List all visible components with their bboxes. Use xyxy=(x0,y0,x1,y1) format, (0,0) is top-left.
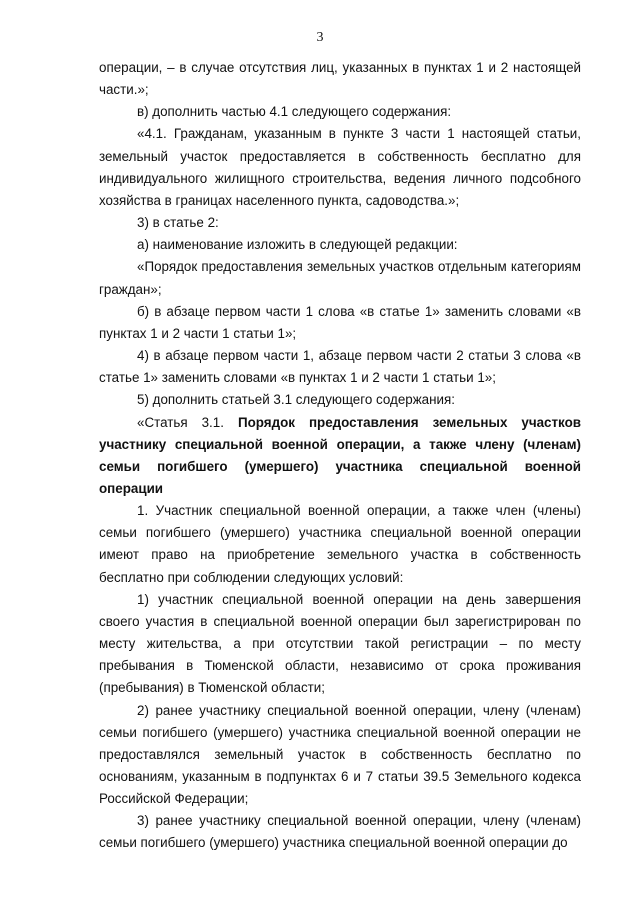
paragraph: б) в абзаце первом части 1 слова «в статье 1» заменить словами «в пунктах 1 и 2 части 1 статьи 1»; xyxy=(99,303,581,341)
paragraph: в) дополнить частью 4.1 следующего содержания: xyxy=(137,104,452,120)
article-number: «Статья 3.1. xyxy=(137,414,238,430)
paragraph: 4) в абзаце первом части 1, абзаце первом части 2 статьи 3 слова «в статье 1» заменить словами «в пунктах 1 и 2 части 1 статьи 1»; xyxy=(99,348,581,386)
document-body xyxy=(99,57,581,855)
paragraph: «Порядок предоставления земельных участков отдельным категориям граждан»; xyxy=(99,259,581,297)
page-number: 3 xyxy=(316,30,324,45)
paragraph: 5) дополнить статьей 3.1 следующего содержания: xyxy=(137,392,455,408)
paragraph: 1) участник специальной военной операции на день завершения своего участия в специальной военной операции был зарегистрирован по месту жительства, а при отсутствии такой регистрации – по месту пребывания в Тюменской области, независимо от срока проживания (пребывания) в Тюменской области; xyxy=(99,591,581,696)
paragraph: «4.1. Гражданам, указанным в пункте 3 части 1 настоящей статьи, земельный участок предоставляется в собственность бесплатно для индивидуального жилищного строительства, ведения личного подсобного хозяйства в границах населенного пункта, садоводства.»; xyxy=(99,126,581,208)
paragraph: 2) ранее участнику специальной военной операции, члену (членам) семьи погибшего (умершего) участника специальной военной операции не предоставлялся земельный участок в собственность бесплатно по основаниям, указанным в подпунктах 6 и 7 статьи 39.5 Земельного кодекса Российской Федерации; xyxy=(99,702,581,807)
paragraph: 3) в статье 2: xyxy=(137,215,219,231)
article-title: Порядок предоставления земельных участков участнику специальной военной операции, а также члену (членам) семьи погибшего (умершего) участника специальной военной операции xyxy=(99,414,581,496)
article-heading xyxy=(99,412,581,501)
paragraph: операции, – в случае отсутствия лиц, указанных в пунктах 1 и 2 настоящей части.»; xyxy=(99,60,581,98)
paragraph: а) наименование изложить в следующей редакции: xyxy=(137,237,458,253)
paragraph: 3) ранее участнику специальной военной операции, члену (членам) семьи погибшего (умершего) участника специальной военной операции до xyxy=(99,813,581,851)
paragraph: 1. Участник специальной военной операции, а также член (члены) семьи погибшего (умершего) участника специальной военной операции имеют право на приобретение земельного участка в собственность бесплатно при соблюдении следующих условий: xyxy=(99,503,581,585)
